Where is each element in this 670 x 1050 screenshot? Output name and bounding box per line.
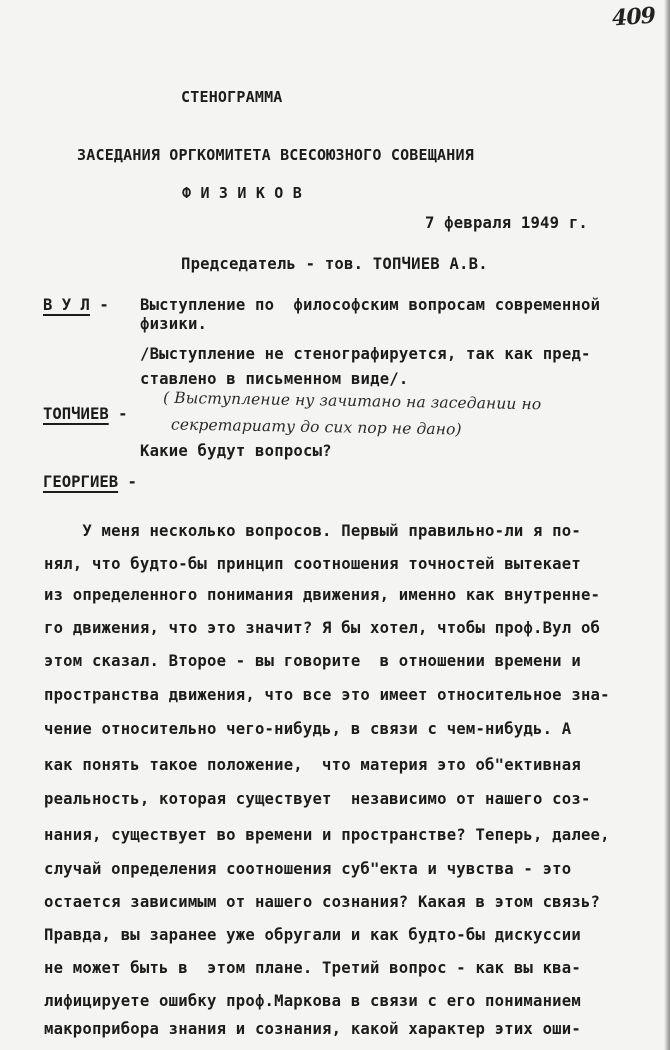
speaker-name-vul: В У Л	[43, 296, 90, 314]
speaker-label-vul	[43, 296, 109, 314]
body-line-5: этом сказал. Второе - вы говорите в отношении времени и	[44, 652, 581, 670]
body-line-6: пространства движения, что все это имеет относительное зна-	[44, 686, 610, 704]
speaker-dash: -	[89, 296, 109, 314]
speaker-name-georgiev: ГЕОРГИЕВ	[43, 473, 119, 491]
document-subtitle-physicists: Ф И З И К О В	[182, 184, 302, 202]
handwritten-note-line-1: ( Выступление ну зачитано на заседании но	[162, 388, 542, 414]
vul-text-line-4: ставлено в письменном виде/.	[140, 370, 409, 388]
topchiev-text-line-1: Какие будут вопросы?	[140, 442, 332, 460]
speaker-dash: -	[118, 473, 137, 491]
speaker-name-topchiev: ТОПЧИЕВ	[43, 405, 109, 423]
vul-text-line-1: Выступление по философским вопросам современной	[140, 296, 601, 314]
page-folio-number: 409	[611, 2, 656, 32]
chairman-line: Председатель - тов. ТОПЧИЕВ А.В.	[181, 255, 488, 273]
handwritten-note-line-2: секретариату до сих пор не дано)	[170, 415, 462, 439]
body-line-11: случай определения соотношения суб"екта и чувства - это	[44, 860, 572, 878]
body-line-9: реальность, которая существует независимо от нашего соз-	[44, 790, 591, 808]
body-line-7: чение относительно чего-нибудь, в связи с чем-нибудь. А	[44, 720, 572, 738]
body-line-14: не может быть в этом плане. Третий вопрос - как вы ква-	[44, 959, 581, 977]
speaker-label-topchiev	[43, 405, 128, 423]
vul-text-line-3: /Выступление не стенографируется, так как пред-	[140, 345, 591, 363]
document-title: СТЕНОГРАММА	[181, 88, 283, 106]
body-line-2: нял, что будто-бы принцип соотношения точностей вытекает	[44, 555, 581, 573]
body-line-8: как понять такое положение, что материя это об"ективная	[44, 756, 581, 774]
body-line-13: Правда, вы заранее уже обругали и как будто-бы дискуссии	[44, 926, 581, 944]
speaker-label-georgiev	[43, 473, 137, 491]
body-line-3: из определенного понимания движения, именно как внутренне-	[44, 586, 601, 604]
body-line-15: лифицируете ошибку проф.Маркова в связи с его пониманием	[44, 992, 581, 1010]
vul-text-line-2: физики.	[140, 315, 208, 333]
body-line-12: остается зависимым от нашего сознания? Какая в этом связь?	[44, 893, 601, 911]
speaker-dash: -	[108, 405, 128, 423]
body-line-16: макроприбора знания и сознания, какой характер этих оши-	[44, 1020, 581, 1038]
body-line-10: нания, существует во времени и пространстве? Теперь, далее,	[44, 826, 610, 844]
document-subtitle: ЗАСЕДАНИЯ ОРГКОМИТЕТА ВСЕСОЮЗНОГО СОВЕЩАНИЯ	[77, 146, 474, 164]
body-line-1: У меня несколько вопросов. Первый правильно-ли я по-	[44, 522, 581, 540]
page-edge-shadow	[664, 0, 670, 1050]
body-line-4: го движения, что это значит? Я бы хотел, чтобы проф.Вул об	[44, 619, 601, 637]
meeting-date: 7 февраля 1949 г.	[425, 214, 588, 232]
